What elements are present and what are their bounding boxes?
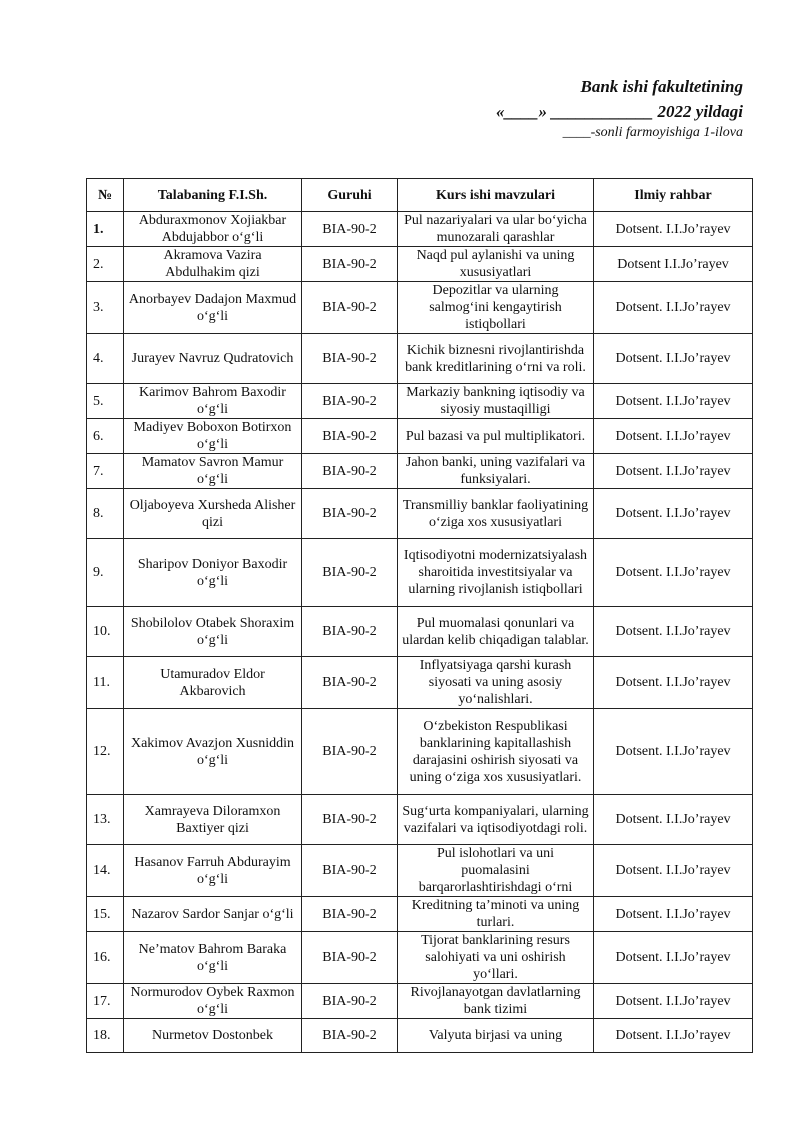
- course-topic: Iqtisodiyotni modernizatsiyalash sharoitida investitsiyalar va ularning rivojlanish istiqbollari: [398, 539, 594, 607]
- group-code: BIA-90-2: [302, 897, 398, 932]
- column-header-topic: Kurs ishi mavzulari: [398, 179, 594, 212]
- group-code: BIA-90-2: [302, 657, 398, 709]
- group-code: BIA-90-2: [302, 247, 398, 282]
- row-number: 1.: [87, 212, 124, 247]
- document-header: [496, 76, 743, 142]
- student-name: Akramova Vazira Abdulhakim qizi: [124, 247, 302, 282]
- table-row: [87, 657, 753, 709]
- student-name: Utamuradov Eldor Akbarovich: [124, 657, 302, 709]
- table-row: [87, 932, 753, 984]
- table-row: [87, 489, 753, 539]
- advisor-name: Dotsent. I.I.Jo’rayev: [594, 454, 753, 489]
- advisor-name: Dotsent. I.I.Jo’rayev: [594, 932, 753, 984]
- row-number: 13.: [87, 795, 124, 845]
- course-topic: Tijorat banklarining resurs salohiyati va uni oshirish yo‘llari.: [398, 932, 594, 984]
- row-number: 10.: [87, 607, 124, 657]
- advisor-name: Dotsent. I.I.Jo’rayev: [594, 984, 753, 1019]
- advisor-name: Dotsent. I.I.Jo’rayev: [594, 709, 753, 795]
- course-topic: Valyuta birjasi va uning: [398, 1019, 594, 1053]
- student-name: Karimov Bahrom Baxodir o‘g‘li: [124, 384, 302, 419]
- course-topic: Naqd pul aylanishi va uning xususiyatlari: [398, 247, 594, 282]
- advisor-name: Dotsent. I.I.Jo’rayev: [594, 657, 753, 709]
- row-number: 9.: [87, 539, 124, 607]
- group-code: BIA-90-2: [302, 454, 398, 489]
- student-name: Xamrayeva Diloramxon Baxtiyer qizi: [124, 795, 302, 845]
- advisor-name: Dotsent. I.I.Jo’rayev: [594, 607, 753, 657]
- row-number: 18.: [87, 1019, 124, 1053]
- group-code: BIA-90-2: [302, 932, 398, 984]
- group-code: BIA-90-2: [302, 489, 398, 539]
- table-row: [87, 454, 753, 489]
- course-topic: Rivojlanayotgan davlatlarning bank tizimi: [398, 984, 594, 1019]
- group-code: BIA-90-2: [302, 384, 398, 419]
- group-code: BIA-90-2: [302, 984, 398, 1019]
- course-topic: Pul islohotlari va uni puomalasini barqarorlashtirishdagi o‘rni: [398, 845, 594, 897]
- table-row: [87, 247, 753, 282]
- row-number: 2.: [87, 247, 124, 282]
- course-work-table: [86, 178, 753, 1053]
- row-number: 4.: [87, 334, 124, 384]
- table-row: [87, 897, 753, 932]
- row-number: 11.: [87, 657, 124, 709]
- column-header-student-name: Talabaning F.I.Sh.: [124, 179, 302, 212]
- row-number: 7.: [87, 454, 124, 489]
- course-topic: Inflyatsiyaga qarshi kurash siyosati va uning asosiy yo‘nalishlari.: [398, 657, 594, 709]
- row-number: 5.: [87, 384, 124, 419]
- advisor-name: Dotsent I.I.Jo’rayev: [594, 247, 753, 282]
- course-topic: Markaziy bankning iqtisodiy va siyosiy mustaqilligi: [398, 384, 594, 419]
- course-topic: Pul bazasi va pul multiplikatori.: [398, 419, 594, 454]
- advisor-name: Dotsent. I.I.Jo’rayev: [594, 897, 753, 932]
- group-code: BIA-90-2: [302, 212, 398, 247]
- table-row: [87, 212, 753, 247]
- faculty-title: Bank ishi fakultetining: [580, 77, 743, 96]
- student-name: Ne’matov Bahrom Baraka o‘g‘li: [124, 932, 302, 984]
- student-name: Oljaboyeva Xursheda Alisher qizi: [124, 489, 302, 539]
- table-row: [87, 384, 753, 419]
- table-row: [87, 1019, 753, 1053]
- table-row: [87, 334, 753, 384]
- course-topic: Transmilliy banklar faoliyatining o‘ziga xos xususiyatlari: [398, 489, 594, 539]
- table-row: [87, 539, 753, 607]
- student-name: Normurodov Oybek Raxmon o‘g‘li: [124, 984, 302, 1019]
- course-topic: Pul nazariyalari va ular bo‘yicha munozarali qarashlar: [398, 212, 594, 247]
- student-name: Xakimov Avazjon Xusniddin o‘g‘li: [124, 709, 302, 795]
- course-topic: Jahon banki, uning vazifalari va funksiyalari.: [398, 454, 594, 489]
- advisor-name: Dotsent. I.I.Jo’rayev: [594, 539, 753, 607]
- column-header-number: №: [87, 179, 124, 212]
- student-name: Anorbayev Dadajon Maxmud o‘g‘li: [124, 282, 302, 334]
- group-code: BIA-90-2: [302, 419, 398, 454]
- advisor-name: Dotsent. I.I.Jo’rayev: [594, 1019, 753, 1053]
- group-code: BIA-90-2: [302, 709, 398, 795]
- table-row: [87, 845, 753, 897]
- student-name: Abduraxmonov Xojiakbar Abdujabbor o‘g‘li: [124, 212, 302, 247]
- course-topic: O‘zbekiston Respublikasi banklarining kapitallashish darajasini oshirish siyosati va uning o‘ziga xos xususiyatlari.: [398, 709, 594, 795]
- group-code: BIA-90-2: [302, 334, 398, 384]
- advisor-name: Dotsent. I.I.Jo’rayev: [594, 384, 753, 419]
- course-topic: Pul muomalasi qonunlari va ulardan kelib chiqadigan talablar.: [398, 607, 594, 657]
- student-name: Jurayev Navruz Qudratovich: [124, 334, 302, 384]
- student-name: Mamatov Savron Mamur o‘g‘li: [124, 454, 302, 489]
- table-header-row: [87, 179, 753, 212]
- row-number: 16.: [87, 932, 124, 984]
- column-header-advisor: Ilmiy rahbar: [594, 179, 753, 212]
- group-code: BIA-90-2: [302, 282, 398, 334]
- column-header-group: Guruhi: [302, 179, 398, 212]
- order-reference: ____-sonli farmoyishiga 1-ilova: [562, 125, 743, 140]
- advisor-name: Dotsent. I.I.Jo’rayev: [594, 845, 753, 897]
- student-name: Madiyev Boboxon Botirxon o‘g‘li: [124, 419, 302, 454]
- advisor-name: Dotsent. I.I.Jo’rayev: [594, 795, 753, 845]
- table-row: [87, 984, 753, 1019]
- student-name: Hasanov Farruh Abdurayim o‘g‘li: [124, 845, 302, 897]
- table-row: [87, 607, 753, 657]
- row-number: 6.: [87, 419, 124, 454]
- student-name: Shobilolov Otabek Shoraxim o‘g‘li: [124, 607, 302, 657]
- row-number: 14.: [87, 845, 124, 897]
- student-name: Nurmetov Dostonbek: [124, 1019, 302, 1053]
- table-row: [87, 709, 753, 795]
- student-name: Sharipov Doniyor Baxodir o‘g‘li: [124, 539, 302, 607]
- advisor-name: Dotsent. I.I.Jo’rayev: [594, 282, 753, 334]
- student-name: Nazarov Sardor Sanjar o‘g‘li: [124, 897, 302, 932]
- table-row: [87, 795, 753, 845]
- row-number: 8.: [87, 489, 124, 539]
- advisor-name: Dotsent. I.I.Jo’rayev: [594, 419, 753, 454]
- table-body: [87, 212, 753, 1053]
- group-code: BIA-90-2: [302, 607, 398, 657]
- course-topic: Sug‘urta kompaniyalari, ularning vazifalari va iqtisodiyotdagi roli.: [398, 795, 594, 845]
- date-line: «____» ____________ 2022 yildagi: [496, 102, 743, 121]
- advisor-name: Dotsent. I.I.Jo’rayev: [594, 489, 753, 539]
- row-number: 12.: [87, 709, 124, 795]
- course-topic: Kichik biznesni rivojlantirishda bank kreditlarining o‘rni va roli.: [398, 334, 594, 384]
- course-topic: Depozitlar va ularning salmog‘ini kengaytirish istiqbollari: [398, 282, 594, 334]
- group-code: BIA-90-2: [302, 1019, 398, 1053]
- row-number: 17.: [87, 984, 124, 1019]
- course-topic: Kreditning ta’minoti va uning turlari.: [398, 897, 594, 932]
- advisor-name: Dotsent. I.I.Jo’rayev: [594, 334, 753, 384]
- row-number: 3.: [87, 282, 124, 334]
- group-code: BIA-90-2: [302, 539, 398, 607]
- group-code: BIA-90-2: [302, 845, 398, 897]
- row-number: 15.: [87, 897, 124, 932]
- group-code: BIA-90-2: [302, 795, 398, 845]
- table-row: [87, 419, 753, 454]
- advisor-name: Dotsent. I.I.Jo’rayev: [594, 212, 753, 247]
- table-row: [87, 282, 753, 334]
